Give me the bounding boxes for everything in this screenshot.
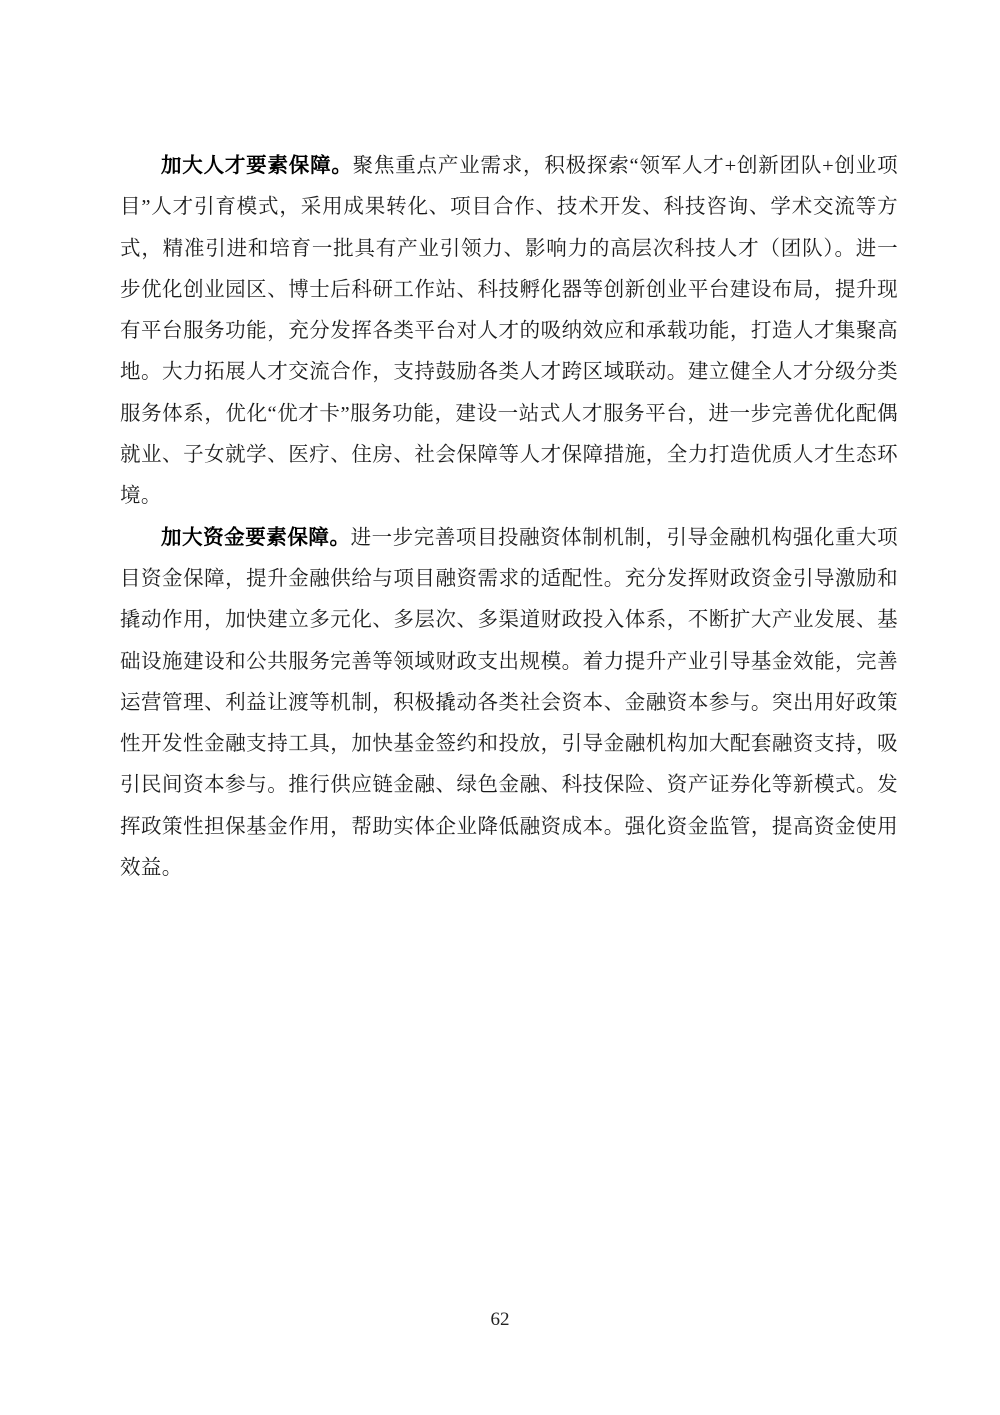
document-body — [120, 146, 898, 889]
paragraph-text: 进一步完善项目投融资体制机制，引导金融机构强化重大项目资金保障，提升金融供给与项目融资需求的适配性。充分发挥财政资金引导激励和撬动作用，加快建立多元化、多层次、多渠道财政投入体系，不断扩大产业发展、基础设施建设和公共服务完善等领域财政支出规模。着力提升产业引导基金效能，完善运营管理、利益让渡等机制，积极撬动各类社会资本、金融资本参与。突出用好政策性开发性金融支持工具，加快基金签约和投放，引导金融机构加大配套融资支持，吸引民间资本参与。推行供应链金融、绿色金融、科技保险、资产证券化等新模式。发挥政策性担保基金作用，帮助实体企业降低融资成本。强化资金监管，提高资金使用效益。 — [120, 526, 898, 880]
paragraph-funding-support — [120, 518, 898, 890]
paragraph-heading: 加大人才要素保障。 — [161, 155, 353, 177]
paragraph-heading: 加大资金要素保障。 — [161, 526, 351, 549]
paragraph-talent-support — [120, 146, 898, 518]
page-number: 62 — [490, 1309, 510, 1330]
paragraph-text: 聚焦重点产业需求，积极探索“领军人才+创新团队+创业项目”人才引育模式，采用成果转化、项目合作、技术开发、科技咨询、学术交流等方式，精准引进和培育一批具有产业引领力、影响力的高层次科技人才（团队）。进一步优化创业园区、博士后科研工作站、科技孵化器等创新创业平台建设布局，提升现有平台服务功能，充分发挥各类平台对人才的吸纳效应和承载功能，打造人才集聚高地。大力拓展人才交流合作，支持鼓励各类人才跨区域联动。建立健全人才分级分类服务体系，优化“优才卡”服务功能，建设一站式人才服务平台，进一步完善优化配偶就业、子女就学、医疗、住房、社会保障等人才保障措施，全力打造优质人才生态环境。 — [120, 155, 898, 508]
